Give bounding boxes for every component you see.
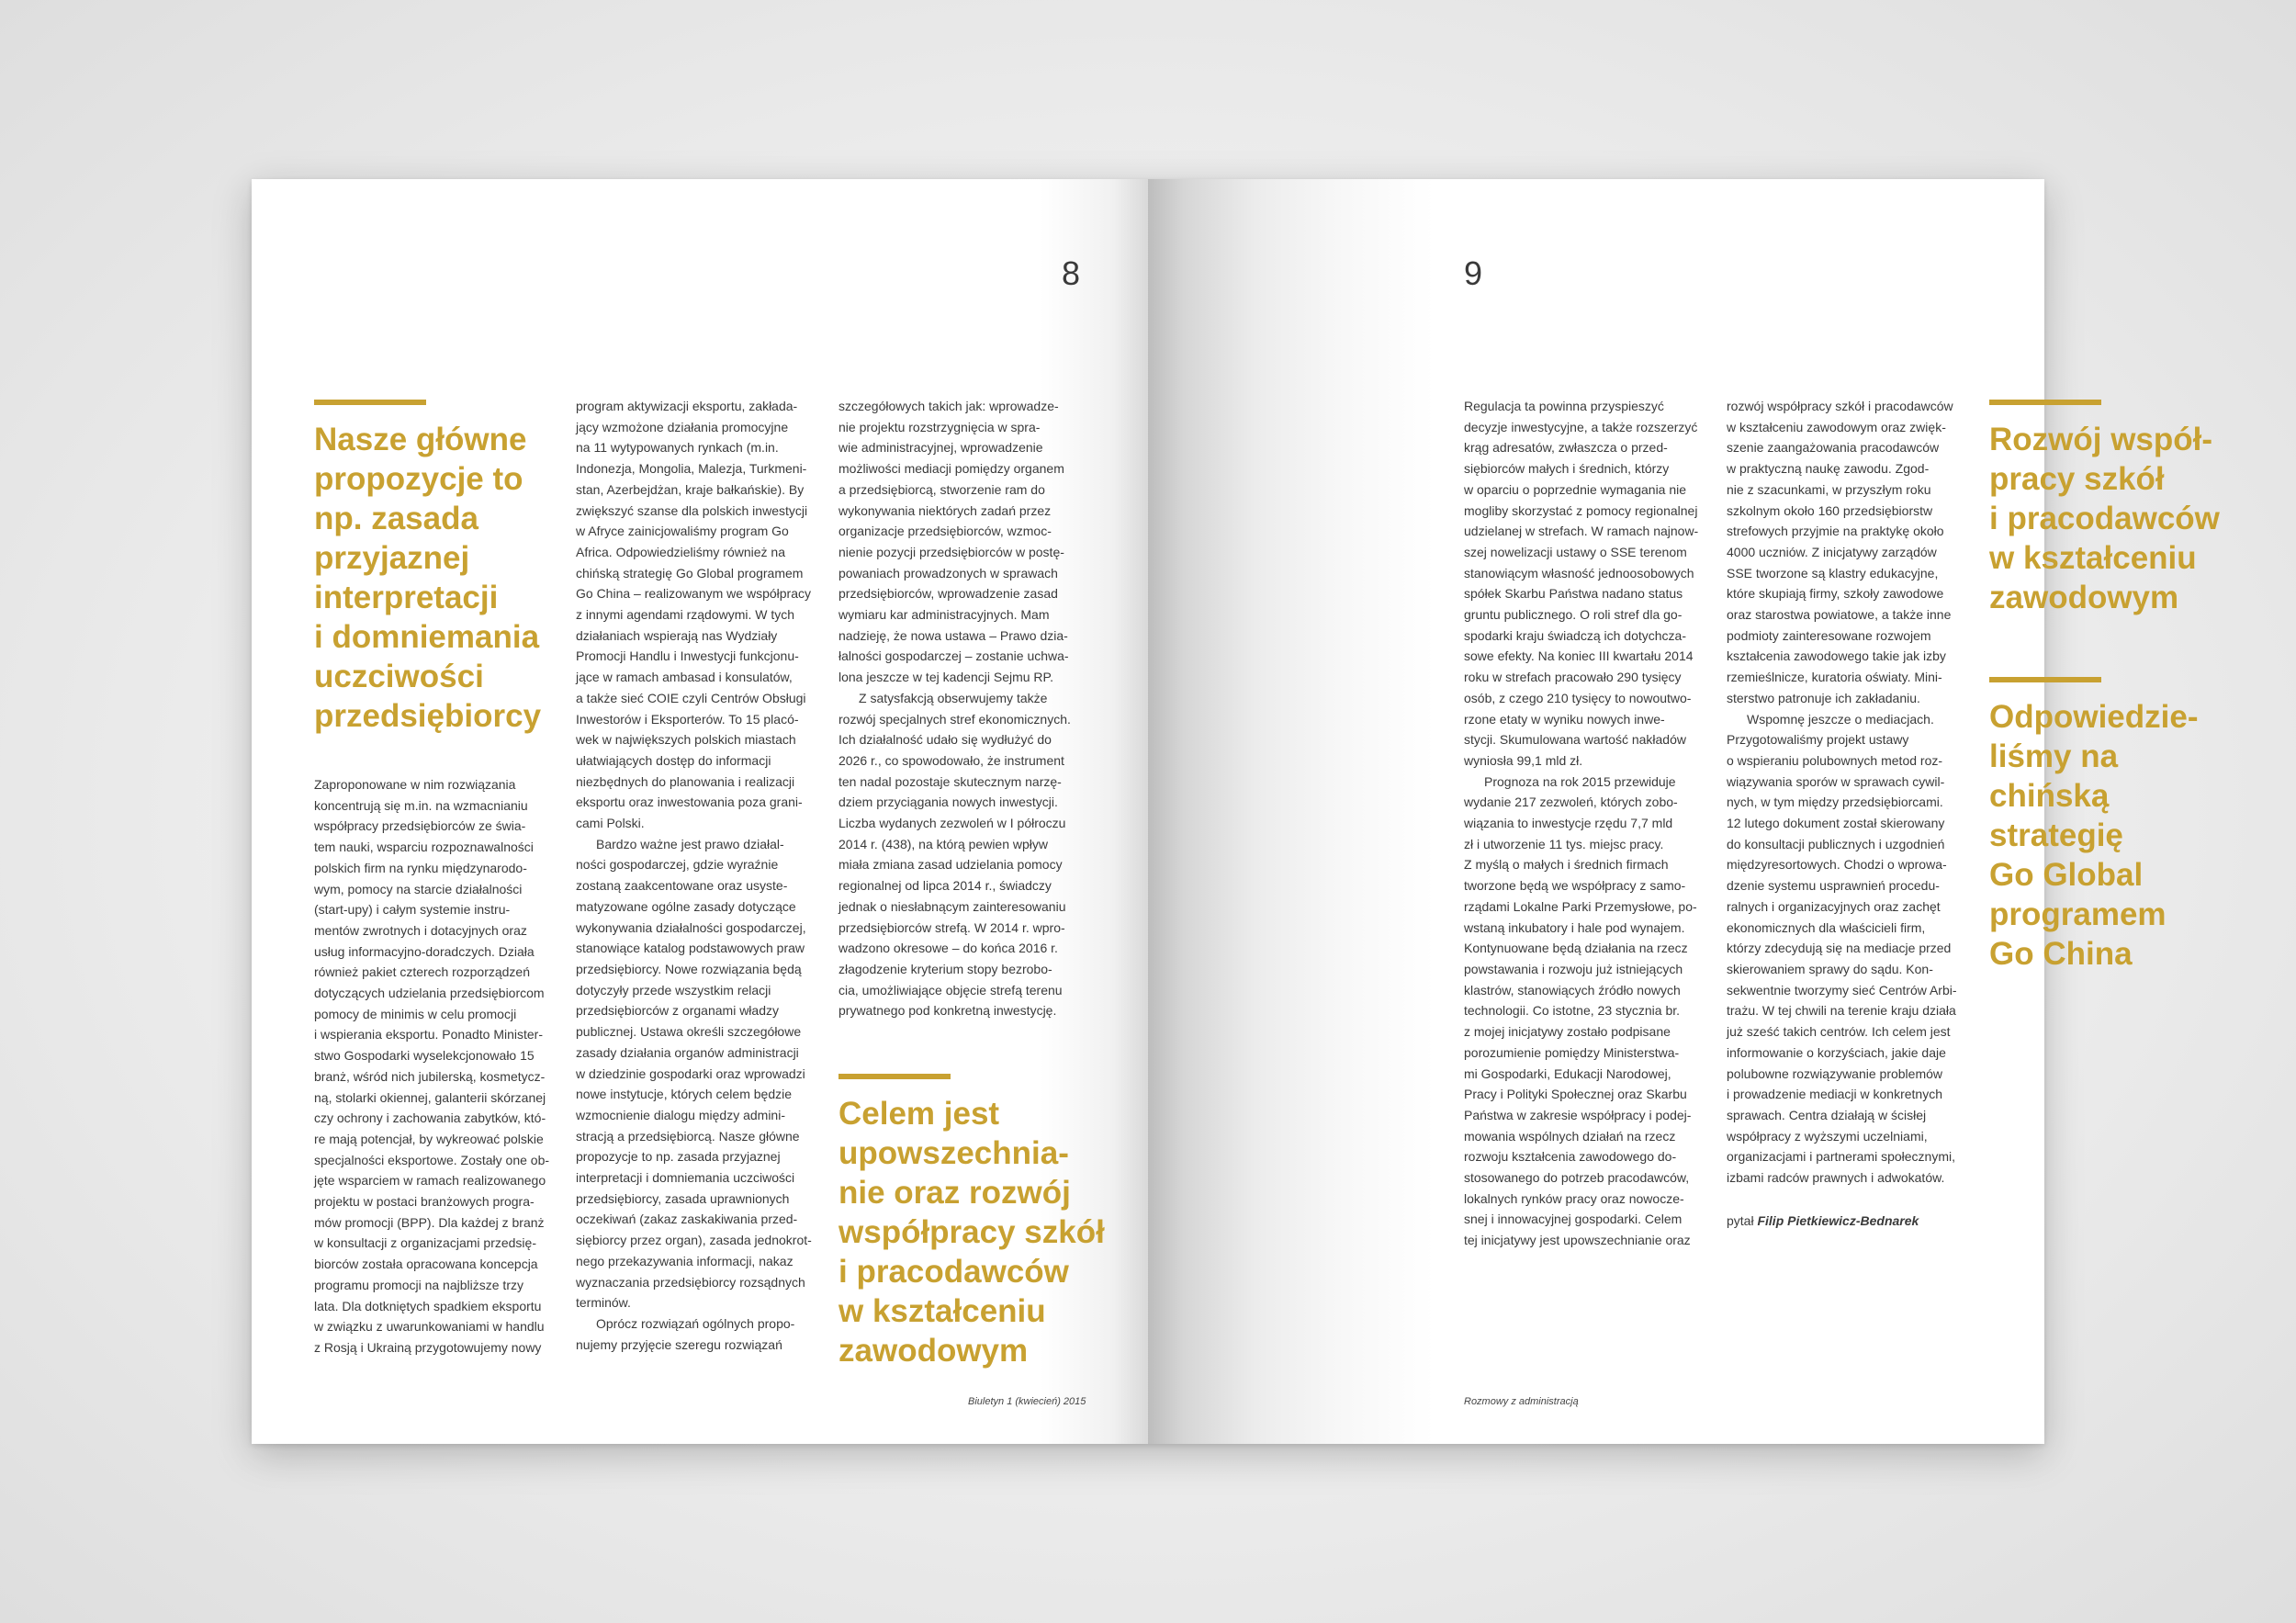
paragraph: program aktywizacji eksportu, zakłada- jący wzmożone działania promocyjne na 11 wytypowanych rynkach (m.in. Indonezja, Mongolia, Malezja, Turkmeni- stan, Azerbejdżan, kraje bałkańskie). By zwiększyć szanse dla polskich inwestycji w Afryce zainicjowaliśmy program Go Africa. Odpowiedzieliśmy również na chińską strategię Go Global programem Go China – realizowanym we współpracy z innymi agendami rządowymi. W tych działaniach wspierają nas Wydziały Promocji Handlu i Inwestycji funkcjonu- jące w ramach ambasad i konsulatów, a także sieć COIE czyli Centrów Obsługi Inwestorów i Eksporterów. To 15 placó- wek w największych polskich miastach ułatwiających dostęp do informacji niezbędnych do planowania i realizacji eksportu oraz inwestowania poza grani- cami Polski. [576,399,811,831]
heading-rule [1989,677,2101,682]
heading-rule [314,400,426,405]
page-footer: Biuletyn 1 (kwiecień) 2015 [968,1396,1086,1407]
side-heading-1: Rozwój współ- pracy szkół i pracodawców w kształceniu zawodowym [1989,422,2220,615]
page-footer: Rozmowy z administracją [1464,1396,1579,1407]
signature-prefix: pytał [1727,1212,1758,1228]
paragraph: Bardzo ważne jest prawo działal- ności gospodarczej, gdzie wyraźnie zostaną zaakcentowane oraz usyste- matyzowane ogólne zasady dotyczące wykonywania działalności gospodarczej, stanowiące katalog podstawowych praw przedsiębiorcy. Nowe rozwiązania będą dotyczyły przede wszystkim relacji przedsiębiorców z organami władzy publicznej. Ustawa określi szczegółowe zasady działania organów administracji w dziedzinie gospodarki oraz wprowadzi nowe instytucje, których celem będzie wzmocnienie dialogu między admini- stracją a przedsiębiorcą. Nasze główne propozycje to np. zasada przyjaznej interpretacji i domniemania uczciwości przedsiębiorcy, zasada uprawnionych oczekiwań (zakaz zaskakiwania przed- siębiorcy przez organ), zasada jednokrot- nego przekazywania informacji, nakaz wyznaczania przedsiębiorcy rozsądnych terminów. [576,836,812,1311]
heading-rule [1989,400,2101,405]
left-page [252,179,1148,1444]
author-signature [1727,1211,1979,1232]
text-column-3 [838,396,1079,1021]
pull-quote-rule [838,1074,951,1079]
text-column-1 [314,774,555,1358]
text-column-2 [576,396,816,1355]
page-number: 9 [1464,254,1483,292]
paragraph: rozwój współpracy szkół i pracodawców w kształceniu zawodowym oraz zwięk- szenie zaangażowania pracodawców w praktyczną naukę zawodu. Zgod- nie z szacunkami, w przyszłym roku szkolnym około 160 przedsiębiorstw strefowych przyjmie na praktykę około 4000 uczniów. Z inicjatywy zarządów SSE tworzone są klastry edukacyjne, które skupiają firmy, szkoły zawodowe oraz starostwa powiatowe, a także inne podmioty zainteresowane rozwojem kształcenia zawodowego takie jak izby rzemieślnicze, kuratoria oświaty. Mini- sterstwo patronuje ich zakładaniu. [1727,399,1953,705]
paragraph: Zaproponowane w nim rozwiązania koncentrują się m.in. na wzmacnianiu współpracy przedsiębiorców ze świa- tem nauki, wsparciu rozpoznawalności polskich firm na rynku międzynarodo- wym, pomocy na starcie działalności (start-upy) i całym systemie instru- mentów zwrotnych i dotacyjnych oraz usług informacyjno-doradczych. Działa również pakiet czterech rozporządzeń dotyczących udzielania przedsiębiorcom pomocy de minimis w celu promocji i wspierania eksportu. Ponadto Minister- stwo Gospodarki wyselekcjonowało 15 branż, wśród nich jubilerską, kosmetycz- ną, stolarki okiennej, galanterii skórzanej czy ochrony i zachowania zabytków, któ- re mają potencjał, by wykreować polskie specjalności eksportowe. Zostały one ob- jęte wsparciem w ramach realizowanego projektu w postaci branżowych progra- mów promocji (BPP). Dla każdej z branż w konsultacji z organizacjami przedsię- biorców została opracowana koncepcja programu promocji na najbliższe trzy lata. Dla dotkniętych spadkiem eksportu w związku z uwarunkowaniami w handlu z Rosją i Ukrainą przygotowujemy nowy [314,777,550,1355]
magazine-spread [252,179,2220,1444]
text-column-2 [1727,396,1979,1231]
pull-quote: Celem jest upowszechnia- nie oraz rozwój współpracy szkół i pracodawców w kształceniu zawodowym [838,1096,1105,1369]
author-name: Filip Pietkiewicz-Bednarek [1757,1212,1919,1228]
paragraph: Z satysfakcją obserwujemy także rozwój specjalnych stref ekonomicznych. Ich działalność udało się wydłużyć do 2026 r., co spowodowało, że instrument ten nadal pozostaje skutecznym narzę- dziem przyciągania nowych inwestycji. Liczba wydanych zezwoleń w I półroczu 2014 r. (438), na którą pewien wpływ miała zmiana zasad udzielania pomocy regionalnej od lipca 2014 r., świadczy jednak o niesłabnącym zainteresowaniu przedsiębiorców strefą. W 2014 r. wpro- wadzono okresowe – do końca 2016 r. złagodzenie kryterium stopy bezrobo- cia, umożliwiające objęcie strefą terenu prywatnego pod konkretną inwestycję. [838,690,1071,1019]
section-heading: Nasze główne propozycje to np. zasada przyjaznej interpretacji i domniemania uczciwości przedsiębiorcy [314,422,542,734]
paragraph: Regulacja ta powinna przyspieszyć decyzje inwestycyjne, a także rozszerzyć krąg adresatów, zwłaszcza o przed- siębiorców małych i średnich, którzy w oparciu o poprzednie wymagania nie mogliby skorzystać z pomocy regionalnej udzielanej w strefach. W ramach najnow- szej nowelizacji ustawy o SSE terenom stanowiącym własność jednoosobowych spółek Skarbu Państwa nadano status gruntu publicznego. O roli stref dla go- spodarki kraju świadczą ich dotychcza- sowe efekty. Na koniec III kwartału 2014 roku w strefach pracowało 290 tysięcy osób, z czego 210 tysięcy to nowoutwo- rzone etaty w wyniku nowych inwe- stycji. Skumulowana wartość nakładów wyniosła 99,1 mld zł. [1464,399,1699,768]
paragraph: Oprócz rozwiązań ogólnych propo- nujemy przyjęcie szeregu rozwiązań [576,1315,795,1352]
paragraph: szczegółowych takich jak: wprowadze- nie projektu rozstrzygnięcia w spra- wie administracyjnej, wprowadzenie możliwości mediacji pomiędzy organem a przedsiębiorcą, stworzenie ram do wykonywania niektórych zadań przez organizacje przedsiębiorców, wzmoc- nienie pozycji przedsiębiorców w postę- powaniach prowadzonych w sprawach przedsiębiorców, wprowadzenie zasad wymiaru kar administracyjnych. Mam nadzieję, że nowa ustawa – Prawo dzia- łalności gospodarczej – zostanie uchwa- lona jeszcze w tej kadencji Sejmu RP. [838,399,1069,685]
side-heading-2: Odpowiedzie- liśmy na chińską strategię Go Global programem Go China [1989,699,2199,972]
text-column-1 [1464,396,1716,1251]
right-page [1148,179,2220,1444]
paragraph: Prognoza na rok 2015 przewiduje wydanie 217 zezwoleń, których zobo- wiązania to inwestycje rzędu 7,7 mld zł i utworzenie 11 tys. miejsc pracy. Z myślą o małych i średnich firmach tworzone będą we współpracy z samo- rządami Lokalne Parki Przemysłowe, po- wstaną inkubatory i hale pod wynajem. Kontynuowane będą działania na rzecz powstawania i rozwoju już istniejących klastrów, stanowiących źródło nowych technologii. Co istotne, 23 stycznia br. z mojej inicjatywy zostało podpisane porozumienie pomiędzy Ministerstwa- mi Gospodarki, Edukacji Narodowej, Pracy i Polityki Społecznej oraz Skarbu Państwa w zakresie współpracy i podej- mowania wspólnych działań na rzecz rozwoju kształcenia zawodowego do- stosowanego do potrzeb pracodawców, lokalnych rynków pracy oraz nowocze- snej i innowacyjnej gospodarki. Celem tej inicjatywy jest upowszechnianie oraz [1464,773,1697,1248]
paragraph: Wspomnę jeszcze o mediacjach. Przygotowaliśmy projekt ustawy o wspieraniu polubownych metod roz- wiązywania sporów w sprawach cywil- nych, w tym między przedsiębiorcami. 12 lutego dokument został skierowany do konsultacji publicznych i uzgodnień międzyresortowych. Chodzi o wprowa- dzenie systemu usprawnień procedu- ralnych i organizacyjnych oraz zachęt ekonomicznych dla właścicieli firm, którzy zdecydują się na mediacje przed skierowaniem sprawy do sądu. Kon- sekwentnie tworzymy sieć Centrów Arbi- trażu. W tej chwili na terenie kraju działa już sześć takich centrów. Ich celem jest informowanie o korzyściach, jakie daje polubowne rozwiązywanie problemów i prowadzenie mediacji w konkretnych sprawach. Centra działają w ścisłej współpracy z wyższymi uczelniami, organizacjami i partnerami społecznymi, izbami radców prawnych i adwokatów. [1727,711,1957,1186]
page-number: 8 [1062,254,1081,292]
